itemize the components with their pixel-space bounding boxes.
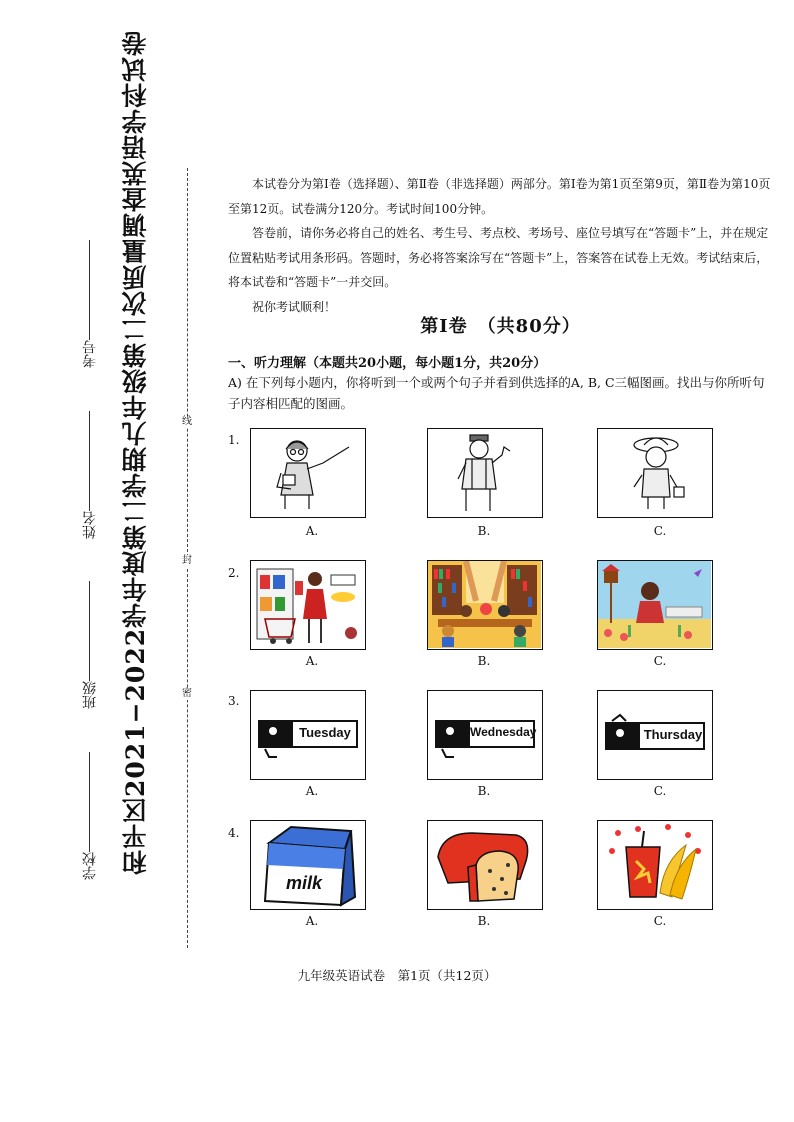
option-label: C. [653,654,667,668]
library-illustration [428,561,541,648]
option-label: C. [653,784,667,798]
juice-and-banana-icon [598,821,711,908]
exam-title-vertical: 和平区2021−2022学年度第二学期九年级第二次质量调查英语学科试卷 [121,29,150,875]
field-class [76,581,104,709]
worker-illustration [428,429,541,516]
field-label: 考号 [82,340,98,369]
question-number: 1. [228,433,240,447]
option-label: B. [477,524,491,538]
option-picture-3b[interactable] [427,690,543,780]
part-description [228,372,776,414]
option-picture-2a[interactable] [250,560,366,650]
weekday-text: Thursday [643,727,703,742]
part-heading: 一、听力理解（本题共20小题，每小题1分，共20分） [228,356,547,371]
field-label: 班级 [82,681,98,710]
field-label: 学校 [82,852,98,880]
option-label: C. [653,524,667,538]
question-number: 2. [228,566,240,580]
page-footer: 九年级英语试卷 第1页（共12页） [297,968,497,983]
section-title: 第Ⅰ卷 （共80分） [420,316,581,337]
option-picture-4c[interactable] [597,820,713,910]
question-number: 3. [228,694,240,708]
option-picture-1a[interactable] [250,428,366,518]
option-label: A. [305,524,319,538]
part-description-text: A) 在下列每小题内，你将听到一个或两个句子并看到供选择的A, B, C三幅图画。找出与你所听句子内容相匹配的图画。 [228,375,765,411]
option-label: A. [305,784,319,798]
option-label: B. [477,914,491,928]
option-picture-4b[interactable] [427,820,543,910]
option-label: A. [305,654,319,668]
field-label: 姓名 [82,510,98,539]
seal-word-feng: 封 [182,555,192,566]
student-info-fields [75,240,105,880]
fill-line[interactable] [90,240,91,340]
instruction-paragraph: 答卷前，请你务必将自己的姓名、考生号、考点校、考场号、座位号填写在“答题卡”上，并在规定位置粘贴考试用条形码。答题时，务必将答案涂写在“答题卡”上，答案答在试卷上无效。考试结束后，将本试卷和“答题卡”一并交回。 [228,226,769,289]
option-picture-2b[interactable] [427,560,543,650]
seal-word-xian: 线 [182,416,192,427]
option-label: A. [305,914,319,928]
girl-with-hat-illustration [598,429,711,516]
fill-line[interactable] [90,581,91,681]
park-illustration [598,561,711,648]
teacher-illustration [251,429,364,516]
option-picture-2c[interactable] [597,560,713,650]
exam-instructions [228,172,773,319]
option-picture-1b[interactable] [427,428,543,518]
option-picture-3a[interactable] [250,690,366,780]
seal-word-mi: 密 [182,688,192,699]
weekday-text: Wednesday [470,725,537,739]
option-picture-1c[interactable] [597,428,713,518]
option-picture-3c[interactable] [597,690,713,780]
field-exam-number [76,240,104,368]
option-label: C. [653,914,667,928]
instruction-paragraph: 祝你考试顺利！ [252,299,337,314]
question-number: 4. [228,826,240,840]
supermarket-illustration [251,561,364,648]
bread-loaf-icon [428,821,541,908]
weekday-text: Tuesday [299,725,351,740]
instruction-paragraph: 本试卷分为第Ⅰ卷（选择题）、第Ⅱ卷（非选择题）两部分。第Ⅰ卷为第1页至第9页，第Ⅱ卷为第10页至第12页。试卷满分120分。考试时间100分钟。 [228,177,771,216]
fill-line[interactable] [90,752,91,852]
option-label: B. [477,784,491,798]
option-label: B. [477,654,491,668]
field-school [76,752,104,880]
fill-line[interactable] [90,411,91,511]
milk-carton-icon [251,821,364,908]
option-picture-4a[interactable] [250,820,366,910]
milk-label-text: milk [285,873,323,893]
field-name [76,411,104,539]
